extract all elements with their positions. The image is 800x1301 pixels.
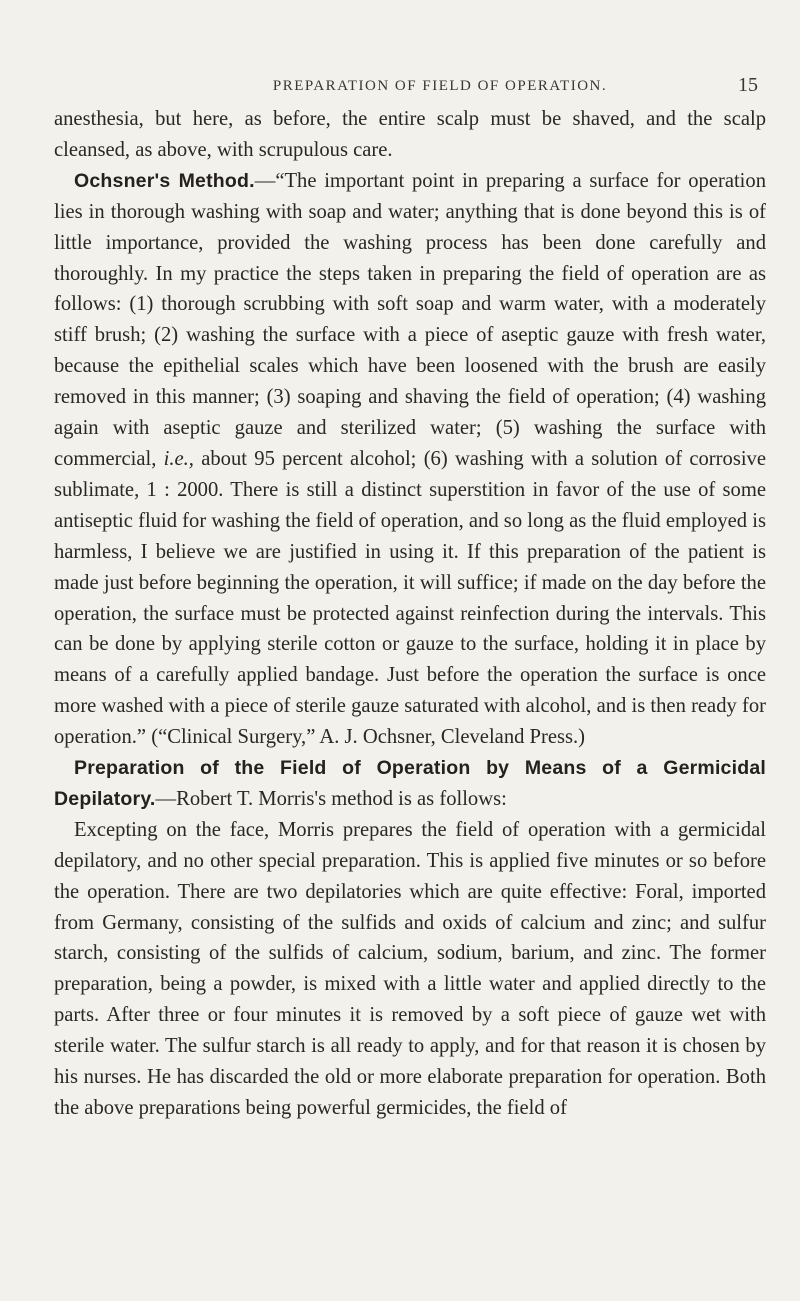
running-head: PREPARATION OF FIELD OF OPERATION. (272, 78, 608, 94)
paragraph-morris: Excepting on the face, Morris prepares the field of operation with a germicidal depilatory, and no other special preparation. This is applied five minutes or so before the operation. There are two depilatories which are quite effective: Foral, imported from Germany, consisting of the sulfids and oxids of calcium and zinc; and sulfur starch, consisting of the sulfids of calcium, sodium, barium, and zinc. The former preparation, being a powder, is mixed with a little water and applied directly to the parts. After three or four minutes it is removed by a soft piece of gauze wet with sterile water. The sulfur starch is all ready to apply, and for that reason it is chosen by his nurses. He has discarded the old or more elaborate preparation for operation. Both the above preparations being powerful germicides, the field of (54, 818, 766, 1119)
ochsner-text-1: —“The important point in preparing a surface for operation lies in thorough washing with soap and water; anything that is done beyond this is of little importance, provided the washing process has been done carefully and thoroughly. In my practice the steps taken in preparing the field of operation are as follows: (1) thorough scrubbing with soft soap and warm water, with a moderately stiff brush; (2) washing the surface with a piece of aseptic gauze with fresh water, because the epithelial scales which have been loosened with the brush are easily removed in this manner; (3) soaping and shaving the field of operation; (4) washing again with aseptic gauze and sterilized water; (5) washing the surface with commercial, (54, 169, 766, 470)
ochsner-text-2: about 95 percent alcohol; (6) washing with a solution of corrosive sublimate, 1 : 2000. There is still a distinct superstition in favor of the use of some antiseptic fluid for washing the field of operation, and so long as the fluid employed is harmless, I believe we are justified in using it. If this preparation of the patient is made just before beginning the operation, it will suffice; if made on the day before the operation, the surface must be protected against reinfection during the intervals. This can be done by applying sterile cotton or gauze to the surface, holding it in place by means of a carefully applied bandage. Just before the operation the surface is once more washed with a piece of sterile gauze saturated with alcohol, and is then ready for operation.” (“Clinical Surgery,” A. J. Ochsner, Cleveland Press.) (54, 447, 766, 749)
paragraph-depilatory (54, 753, 766, 815)
paragraph-continuation: anesthesia, but here, as before, the entire scalp must be shaved, and the scalp cleansed, as above, with scrupulous care. (54, 108, 766, 161)
page-number: 15 (738, 74, 758, 96)
section-heading-depilatory: Preparation of the Field of Operation by Means of a Germicidal Depilatory. (54, 757, 766, 810)
section-heading-ochsner: Ochsner's Method. (74, 169, 255, 192)
ochsner-ie: i.e., (163, 447, 194, 470)
depilatory-intro: —Robert T. Morris's method is as follows: (155, 787, 507, 810)
paragraph-ochsner (54, 166, 766, 753)
body-text (54, 104, 766, 1124)
